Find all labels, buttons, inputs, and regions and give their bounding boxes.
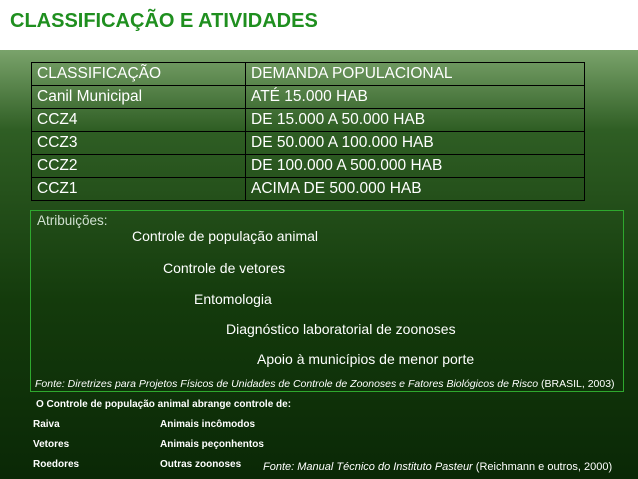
table-cell: CCZ3 bbox=[32, 132, 246, 155]
attributions-source-italic: Fonte: Diretrizes para Projetos Físicos de Unidades de Controle de Zoonoses e Fatores Biológicos de Risco bbox=[35, 378, 539, 390]
lower-item: Raiva bbox=[33, 419, 60, 430]
lower-heading: O Controle de população animal abrange controle de: bbox=[36, 399, 292, 410]
table-cell: CCZ1 bbox=[32, 178, 246, 201]
table-cell: DE 100.000 A 500.000 HAB bbox=[246, 155, 585, 178]
classification-table bbox=[31, 62, 585, 201]
table-header-row bbox=[32, 63, 585, 86]
table-cell: CCZ4 bbox=[32, 109, 246, 132]
attributions-source-plain: (BRASIL, 2003) bbox=[538, 378, 615, 390]
table-cell: DE 50.000 A 100.000 HAB bbox=[246, 132, 585, 155]
attribution-item: Controle de população animal bbox=[132, 228, 319, 244]
lower-item: Vetores bbox=[33, 439, 70, 450]
table-row bbox=[32, 178, 585, 201]
table-cell: DE 15.000 A 50.000 HAB bbox=[246, 109, 585, 132]
table-row bbox=[32, 132, 585, 155]
lower-item: Animais peçonhentos bbox=[160, 439, 264, 450]
source-pasteur-italic: Fonte: Manual Técnico do Instituto Pasteur bbox=[263, 461, 473, 473]
attribution-item: Apoio à municípios de menor porte bbox=[257, 351, 475, 367]
slide-title: CLASSIFICAÇÃO E ATIVIDADES bbox=[10, 10, 318, 32]
lower-item: Animais incômodos bbox=[160, 419, 256, 430]
table-cell: CCZ2 bbox=[32, 155, 246, 178]
lower-item: Outras zoonoses bbox=[160, 459, 242, 470]
attribution-item: Diagnóstico laboratorial de zoonoses bbox=[226, 321, 456, 337]
table-row bbox=[32, 86, 585, 109]
table-cell: ACIMA DE 500.000 HAB bbox=[246, 178, 585, 201]
table-cell: Canil Municipal bbox=[32, 86, 246, 109]
table-header-cell: CLASSIFICAÇÃO bbox=[32, 63, 246, 86]
lower-item: Roedores bbox=[33, 459, 80, 470]
attribution-item: Controle de vetores bbox=[163, 260, 286, 276]
table-row bbox=[32, 109, 585, 132]
attributions-label: Atribuições: bbox=[37, 213, 108, 228]
table-cell: ATÉ 15.000 HAB bbox=[246, 86, 585, 109]
attributions-box bbox=[30, 210, 624, 392]
table-row bbox=[32, 155, 585, 178]
attribution-item: Entomologia bbox=[194, 291, 272, 307]
source-pasteur-plain: (Reichmann e outros, 2000) bbox=[472, 461, 613, 473]
table-header-cell: DEMANDA POPULACIONAL bbox=[246, 63, 585, 86]
source-pasteur bbox=[263, 461, 612, 473]
attributions-source bbox=[35, 378, 615, 390]
